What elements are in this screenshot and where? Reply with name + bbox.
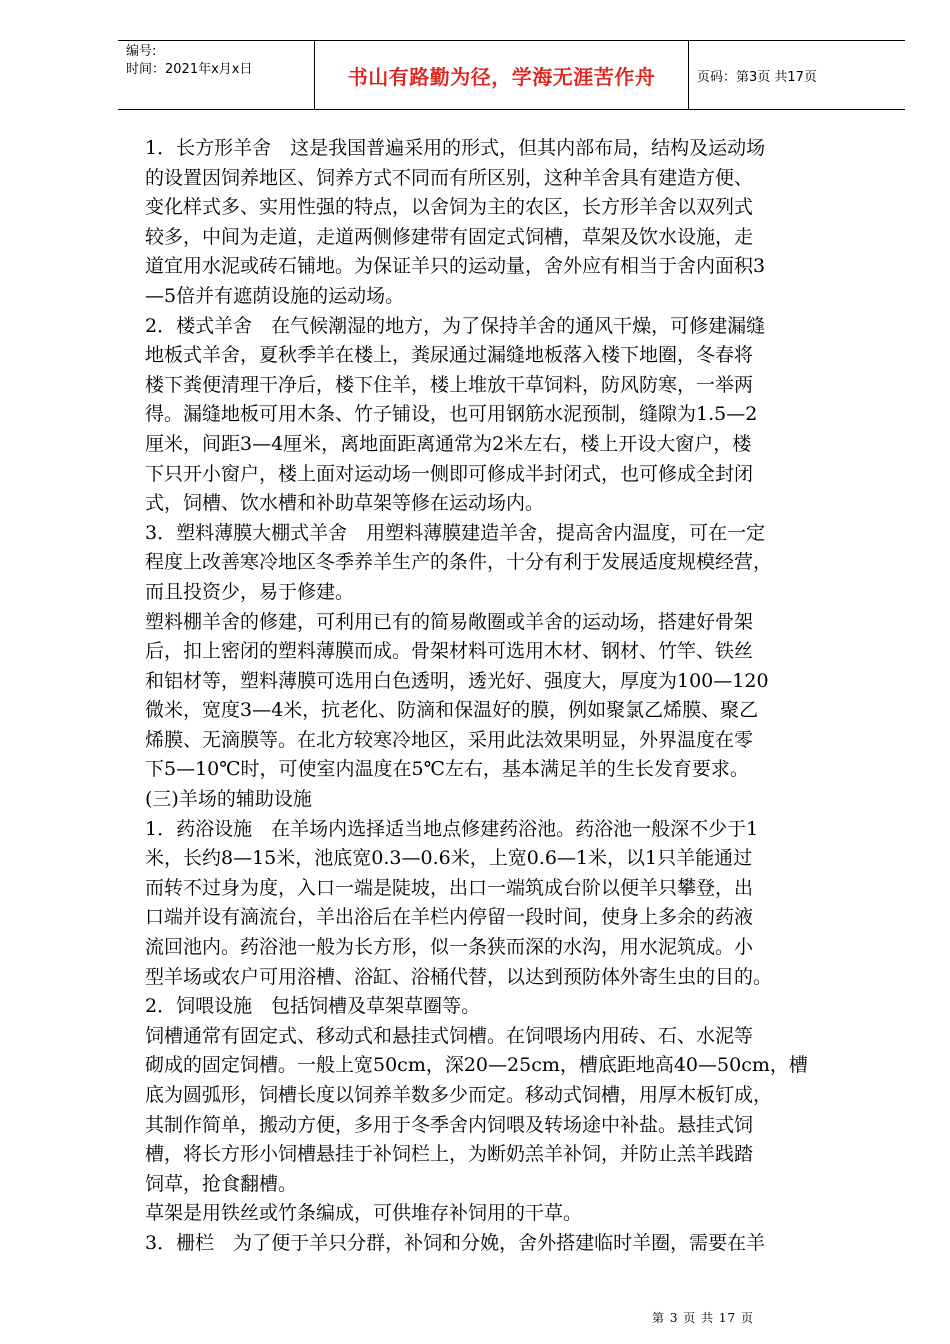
body-line: 1．长方形羊舍 这是我国普遍采用的形式，但其内部布局，结构及运动场: [145, 137, 766, 159]
body-line: 2．楼式羊舍 在气候潮湿的地方，为了保持羊舍的通风干燥，可修建漏缝: [145, 314, 766, 337]
body-line: 变化样式多、实用性强的特点，以舍饲为主的农区，长方形羊舍以双列式: [145, 196, 754, 219]
body-line: —5倍并有遮荫设施的运动场。: [145, 284, 405, 307]
body-line: 厘米，间距3—4厘米，离地面距离通常为2米左右，楼上开设大窗户，楼: [145, 432, 752, 455]
body-line: 式，饲槽、饮水槽和补助草架等修在运动场内。: [145, 492, 545, 515]
page-footer-number: 第 3 页 共 17 页: [652, 1311, 754, 1325]
body-line: 而且投资少，易于修建。: [145, 580, 355, 603]
header-motto: 书山有路勤为径，学海无涯苦作舟: [315, 41, 689, 109]
body-line: 下只开小窗户，楼上面对运动场一侧即可修成半封闭式，也可修成全封闭: [145, 462, 754, 485]
body-line: 米，长约8—15米，池底宽0.3—0.6米，上宽0.6—1米，以1只羊能通过: [145, 847, 753, 870]
body-line: 3．栅栏 为了便于羊只分群，补饲和分娩，舍外搭建临时羊圈，需要在羊: [145, 1231, 766, 1254]
body-line: 3．塑料薄膜大棚式羊舍 用塑料薄膜建造羊舍，提高舍内温度，可在一定: [145, 521, 766, 544]
body-line: 口端并设有滴流台，羊出浴后在羊栏内停留一段时间，使身上多余的药液: [145, 906, 754, 929]
body-line: 程度上改善寒冷地区冬季养羊生产的条件，十分有利于发展适度规模经营，: [145, 551, 773, 574]
body-line: 型羊场或农户可用浴槽、浴缸、浴桶代替，以达到预防体外寄生虫的目的。: [145, 965, 773, 988]
body-line: 而转不过身为度，入口一端是陡坡，出口一端筑成台阶以便羊只攀登，出: [145, 876, 754, 899]
body-line: 得。漏缝地板可用木条、竹子铺设，也可用钢筋水泥预制，缝隙为1.5—2: [145, 403, 758, 426]
body-line: 其制作简单，搬动方便，多用于冬季舍内饲喂及转场途中补盐。悬挂式饲: [145, 1113, 754, 1136]
section-heading: (三)羊场的辅助设施: [145, 788, 312, 811]
body-line: 后，扣上密闭的塑料薄膜而成。骨架材料可选用木材、钢材、竹竿、铁丝: [145, 640, 754, 663]
header-meta: [118, 41, 315, 109]
body-line: 饲槽通常有固定式、移动式和悬挂式饲槽。在饲喂场内用砖、石、水泥等: [145, 1024, 754, 1047]
body-line: 底为圆弧形，饲槽长度以饲养羊数多少而定。移动式饲槽，用厚木板钉成，: [145, 1084, 773, 1106]
body-line: 槽，将长方形小饲槽悬挂于补饲栏上，为断奶羔羊补饲，并防止羔羊践踏: [145, 1143, 754, 1166]
body-line: 地板式羊舍，夏秋季羊在楼上，粪尿通过漏缝地板落入楼下地圈，冬春将: [145, 344, 754, 367]
body-line: 和铝材等，塑料薄膜可选用白色透明，透光好、强度大，厚度为100—120: [145, 669, 769, 692]
body-line: 2．饲喂设施 包括饲槽及草架草圈等。: [145, 995, 481, 1018]
header-page-info: 页码：第3页 共17页: [697, 69, 817, 85]
document-code-label: 编号:: [126, 44, 157, 59]
body-line: 微米，宽度3—4米，抗老化、防滴和保温好的膜，例如聚氯乙烯膜、聚乙: [145, 699, 759, 722]
body-line: 烯膜、无滴膜等。在北方较寒冷地区，采用此法效果明显，外界温度在零: [145, 728, 754, 751]
page-header: [118, 40, 905, 110]
body-line: 的设置因饲养地区、饲养方式不同而有所区别，这种羊舍具有建造方便、: [145, 166, 754, 189]
body-line: 楼下粪便清理干净后，楼下住羊，楼上堆放干草饲料，防风防寒，一举两: [145, 373, 754, 396]
document-time: 时间：2021年x月x日: [126, 62, 253, 77]
body-line: 砌成的固定饲槽。一般上宽50cm，深20—25cm，槽底距地高40—50cm，槽: [145, 1054, 808, 1077]
document-body: [145, 134, 885, 1259]
body-line: 塑料棚羊舍的修建，可利用已有的简易敞圈或羊舍的运动场，搭建好骨架: [145, 610, 754, 633]
body-line: 下5—10℃时，可使室内温度在5℃左右，基本满足羊的生长发育要求。: [145, 758, 749, 781]
body-line: 道宜用水泥或砖石铺地。为保证羊只的运动量，舍外应有相当于舍内面积3: [145, 255, 766, 278]
body-line: 1．药浴设施 在羊场内选择适当地点修建药浴池。药浴池一般深不少于1: [145, 817, 759, 840]
body-line: 草架是用铁丝或竹条编成，可供堆存补饲用的干草。: [145, 1202, 583, 1225]
body-line: 较多，中间为走道，走道两侧修建带有固定式饲槽，草架及饮水设施，走: [145, 225, 754, 248]
body-line: 流回池内。药浴池一般为长方形，似一条狭而深的水沟，用水泥筑成。小: [145, 936, 754, 959]
body-line: 饲草，抢食翻槽。: [145, 1172, 298, 1195]
